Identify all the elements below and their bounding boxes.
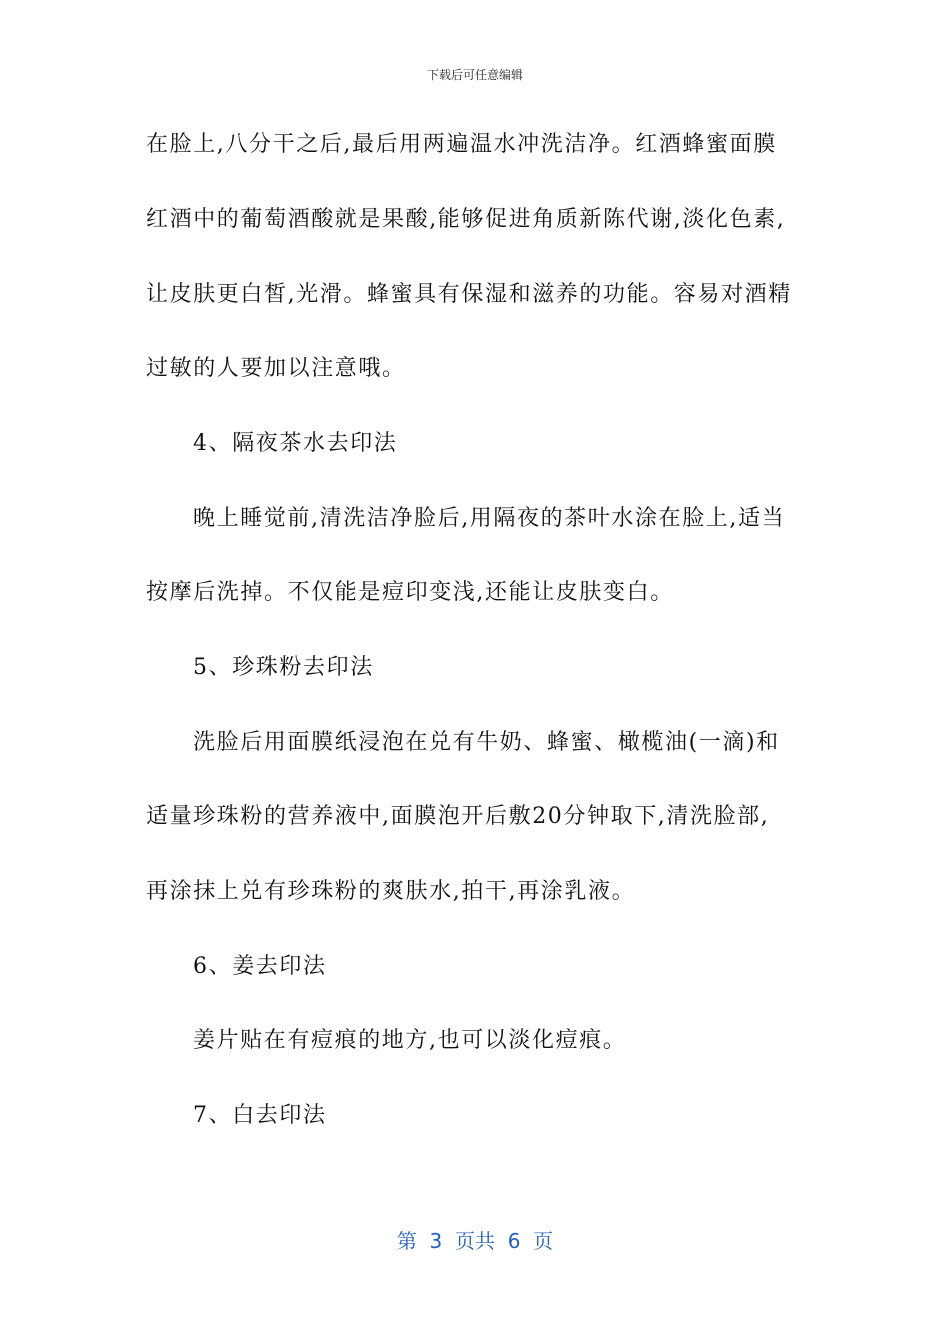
paragraph-line: 按摩后洗掉。不仅能是痘印变浅,还能让皮肤变白。 [146, 580, 674, 605]
paragraph-line: 洗脸后用面膜纸浸泡在兑有牛奶、蜂蜜、橄榄油(一滴)和 [193, 730, 780, 755]
section-heading: 6、姜去印法 [193, 954, 327, 979]
page-header: 下载后可任意编辑 [426, 68, 523, 82]
paragraph-line: 过敏的人要加以注意哦。 [146, 356, 406, 381]
paragraph-line: 晚上睡觉前,清洗洁净脸后,用隔夜的茶叶水涂在脸上,适当 [193, 506, 786, 531]
paragraph-line: 适量珍珠粉的营养液中,面膜泡开后敷20分钟取下,清洗脸部, [146, 804, 770, 829]
page-footer: 第 3 页共 6 页 [396, 1229, 554, 1253]
paragraph-line: 姜片贴在有痘痕的地方,也可以淡化痘痕。 [193, 1028, 627, 1053]
paragraph-line: 再涂抹上兑有珍珠粉的爽肤水,拍干,再涂乳液。 [146, 879, 636, 904]
paragraph-line: 红酒中的葡萄酒酸就是果酸,能够促进角质新陈代谢,淡化色素, [146, 207, 786, 232]
paragraph-line: 让皮肤更白皙,光滑。蜂蜜具有保湿和滋养的功能。容易对酒精 [146, 282, 792, 307]
section-heading: 4、隔夜茶水去印法 [193, 431, 398, 456]
paragraph-line: 在脸上,八分干之后,最后用两遍温水冲洗洁净。红酒蜂蜜面膜 [146, 132, 777, 157]
section-heading: 7、白去印法 [193, 1103, 327, 1128]
section-heading: 5、珍珠粉去印法 [193, 655, 374, 680]
